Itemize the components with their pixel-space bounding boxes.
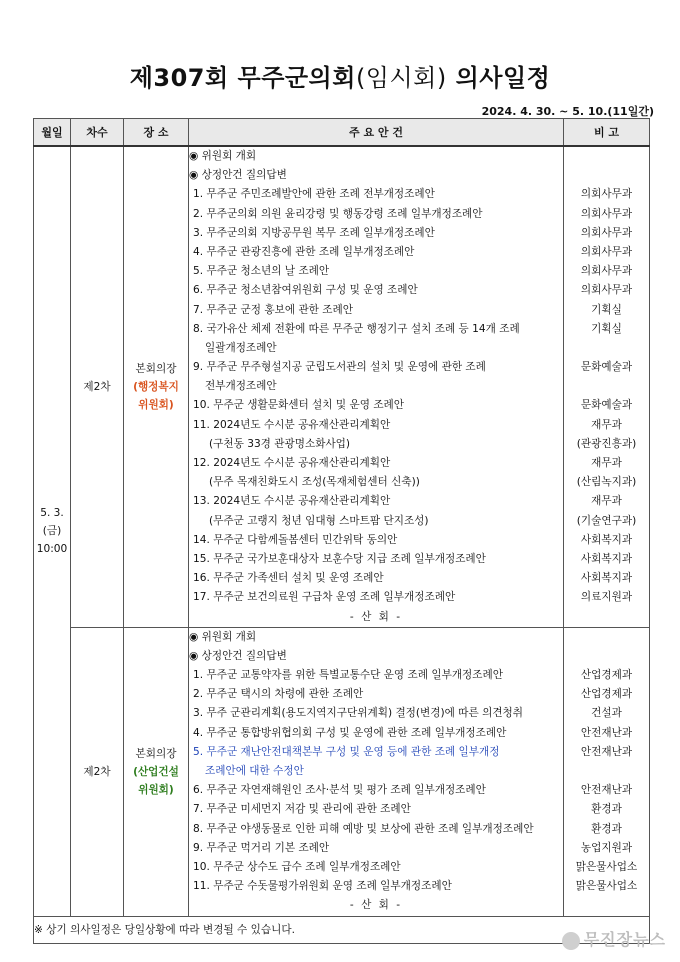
footnote-row xyxy=(34,916,650,943)
session-row xyxy=(34,627,650,916)
place-cell xyxy=(124,627,189,916)
note-dept: 안전재난과 xyxy=(580,784,633,797)
committee-line: (산업건설 xyxy=(133,765,179,778)
agenda-item: 9. 무주군 무주형설지공 군립도서관의 설치 및 운영에 관한 조례 xyxy=(193,361,486,374)
title-main: 제307회 무주군의회 xyxy=(129,64,356,92)
note-dept: 의료지원과 xyxy=(580,591,633,604)
note-dept: 기획실 xyxy=(591,322,622,335)
date-day: 5. 3. xyxy=(40,507,64,520)
agenda-item: 6. 무주군 청소년참여위원회 구성 및 운영 조례안 xyxy=(193,284,418,297)
note-dept: 안전재난과 xyxy=(580,745,633,758)
agenda-item: 조례안에 대한 수정안 xyxy=(205,765,304,777)
note-dept: 맑은물사업소 xyxy=(575,860,638,873)
agenda-item: 9. 무주군 먹거리 기본 조례안 xyxy=(193,841,330,854)
header-place: 장 소 xyxy=(124,119,189,147)
note-dept: (기술연구과) xyxy=(576,514,637,527)
agenda-item: 4. 무주군 관광진흥에 관한 조례 일부개정조례안 xyxy=(193,245,415,258)
note-dept: 안전재난과 xyxy=(580,726,633,739)
note-cell xyxy=(564,627,650,916)
note-blank xyxy=(564,647,649,666)
header-round: 차수 xyxy=(71,119,124,147)
agenda-item: 16. 무주군 가족센터 설치 및 운영 조례안 xyxy=(193,572,384,585)
note-dept: 의회사무과 xyxy=(580,284,633,297)
footnote: ※ 상기 의사일정은 당일상황에 따라 변경될 수 있습니다. xyxy=(34,916,650,943)
note-dept xyxy=(564,762,649,781)
committee-line: 위원회) xyxy=(138,783,174,796)
agenda-item: 5. 무주군 재난안전대책본부 구성 및 운영 등에 관한 조례 일부개정 xyxy=(193,745,500,758)
agenda-item: 전부개정조례안 xyxy=(205,380,277,393)
page-title xyxy=(0,58,680,93)
agenda-qa: ◉ 상정안건 질의답변 xyxy=(189,649,287,662)
note-dept: (산림녹지과) xyxy=(576,476,637,489)
note-dept: 사회복지과 xyxy=(580,533,633,546)
note-blank xyxy=(564,166,649,185)
date-weekday: (금) xyxy=(42,525,62,538)
place-label: 본회의장 xyxy=(135,362,177,375)
note-dept: 산업경제과 xyxy=(580,688,633,701)
agenda-item: 14. 무주군 다함께돌봄센터 민간위탁 동의안 xyxy=(193,533,398,546)
note-dept: 의회사무과 xyxy=(580,265,633,278)
agenda-item: 7. 무주군 군정 홍보에 관한 조례안 xyxy=(193,303,353,316)
note-blank xyxy=(564,896,649,915)
title-tail: 의사일정 xyxy=(446,64,551,92)
agenda-item: (무주 목재친화도시 조성(목재체험센터 신축)) xyxy=(209,476,420,489)
agenda-item: 13. 2024년도 수시분 공유재산관리계획안 xyxy=(193,495,391,508)
committee-line: 위원회) xyxy=(138,398,174,411)
note-dept: (관광진흥과) xyxy=(576,437,637,450)
schedule-table xyxy=(33,118,650,944)
agenda-item: 3. 무주 군관리계획(용도지역지구단위계획) 결정(변경)에 따른 의견청취 xyxy=(193,707,524,720)
place-label: 본회의장 xyxy=(135,747,177,760)
title-sub: (임시회) xyxy=(355,64,447,92)
committee-line: (행정복지 xyxy=(133,380,179,393)
session-row xyxy=(34,146,650,627)
agenda-item: 7. 무주군 미세먼지 저감 및 관리에 관한 조례안 xyxy=(193,803,411,816)
schedule-period: 2024. 4. 30. ~ 5. 10.(11일간) xyxy=(481,105,654,118)
note-dept: 기획실 xyxy=(591,303,622,316)
agenda-item: 11. 무주군 수돗물평가위원회 운영 조례 일부개정조례안 xyxy=(193,880,452,893)
adjourn-label: - 산 회 - xyxy=(349,899,403,912)
note-dept xyxy=(564,339,649,358)
note-dept: 재무과 xyxy=(591,495,622,508)
watermark xyxy=(562,927,666,950)
agenda-item: 10. 무주군 상수도 급수 조례 일부개정조례안 xyxy=(193,860,401,873)
note-blank xyxy=(564,147,649,166)
agenda-item: 10. 무주군 생활문화센터 설치 및 운영 조례안 xyxy=(193,399,405,412)
note-dept: 의회사무과 xyxy=(580,226,633,239)
agenda-cell xyxy=(189,146,564,627)
note-dept: 환경과 xyxy=(591,803,622,816)
watermark-logo-icon xyxy=(562,932,580,950)
agenda-open: ◉ 위원회 개회 xyxy=(189,150,257,162)
round-cell: 제2차 xyxy=(71,627,124,916)
note-dept: 사회복지과 xyxy=(580,552,633,565)
agenda-item: 12. 2024년도 수시분 공유재산관리계획안 xyxy=(193,457,391,469)
committee-name xyxy=(124,763,188,799)
note-dept xyxy=(564,377,649,396)
header-note: 비 고 xyxy=(564,119,650,147)
committee-name xyxy=(124,378,188,414)
agenda-qa: ◉ 상정안건 질의답변 xyxy=(189,169,287,182)
header-agenda: 주 요 안 건 xyxy=(189,119,564,147)
agenda-item: 15. 무주군 국가보훈대상자 보훈수당 지급 조례 일부개정조례안 xyxy=(193,552,486,565)
note-dept: 산업경제과 xyxy=(580,669,633,682)
note-dept: 재무과 xyxy=(591,418,622,431)
agenda-item: 6. 무주군 자연재해원인 조사·분석 및 평가 조례 일부개정조례안 xyxy=(193,784,486,797)
agenda-item: 17. 무주군 보건의료원 구급차 운영 조례 일부개정조례안 xyxy=(193,591,456,604)
agenda-item: 2. 무주군의회 의원 윤리강령 및 행동강령 조례 일부개정조례안 xyxy=(193,207,483,220)
agenda-item: 일괄개정조례안 xyxy=(205,341,277,354)
agenda-item: 3. 무주군의회 지방공무원 복무 조례 일부개정조례안 xyxy=(193,226,435,239)
note-dept: 의회사무과 xyxy=(580,245,633,258)
agenda-item: (구천동 33경 관광명소화사업) xyxy=(209,437,351,450)
agenda-item: 11. 2024년도 수시분 공유재산관리계획안 xyxy=(193,418,391,431)
agenda-item: 5. 무주군 청소년의 날 조례안 xyxy=(193,265,330,278)
note-dept: 사회복지과 xyxy=(580,572,633,585)
place-cell xyxy=(124,146,189,627)
date-time: 10:00 xyxy=(36,543,68,556)
note-blank xyxy=(564,608,649,627)
agenda-open: ◉ 위원회 개회 xyxy=(189,630,257,643)
round-cell: 제2차 xyxy=(71,146,124,627)
note-dept: 재무과 xyxy=(591,457,622,469)
note-cell xyxy=(564,146,650,627)
watermark-text: 무진장뉴스 xyxy=(583,930,666,949)
note-dept: 문화예술과 xyxy=(580,361,633,374)
note-dept: 의회사무과 xyxy=(580,207,633,220)
agenda-cell xyxy=(189,627,564,916)
agenda-item: 1. 무주군 주민조례발안에 관한 조례 전부개정조례안 xyxy=(193,188,435,201)
agenda-item: 2. 무주군 택시의 차령에 관한 조례안 xyxy=(193,688,364,701)
note-dept: 건설과 xyxy=(591,707,622,720)
agenda-item: 1. 무주군 교통약자를 위한 특별교통수단 운영 조례 일부개정조례안 xyxy=(193,669,503,682)
table-header-row xyxy=(34,119,650,147)
note-dept: 맑은물사업소 xyxy=(575,880,638,893)
date-cell xyxy=(34,146,71,916)
agenda-item: 8. 무주군 야생동물로 인한 피해 예방 및 보상에 관한 조례 일부개정조례안 xyxy=(193,822,534,835)
note-dept: 환경과 xyxy=(591,822,622,835)
header-date: 월일 xyxy=(34,119,71,147)
adjourn-label: - 산 회 - xyxy=(349,610,403,623)
note-dept: 문화예술과 xyxy=(580,399,633,412)
agenda-item: (무주군 고랭지 청년 임대형 스마트팜 단지조성) xyxy=(209,514,429,527)
note-blank xyxy=(564,628,649,647)
note-dept: 농업지원과 xyxy=(580,841,633,854)
agenda-item: 4. 무주군 통합방위협의회 구성 및 운영에 관한 조례 일부개정조례안 xyxy=(193,726,507,739)
agenda-item: 8. 국가유산 체제 전환에 따른 무주군 행정기구 설치 조례 등 14개 조례 xyxy=(193,322,520,335)
note-dept: 의회사무과 xyxy=(580,188,633,201)
